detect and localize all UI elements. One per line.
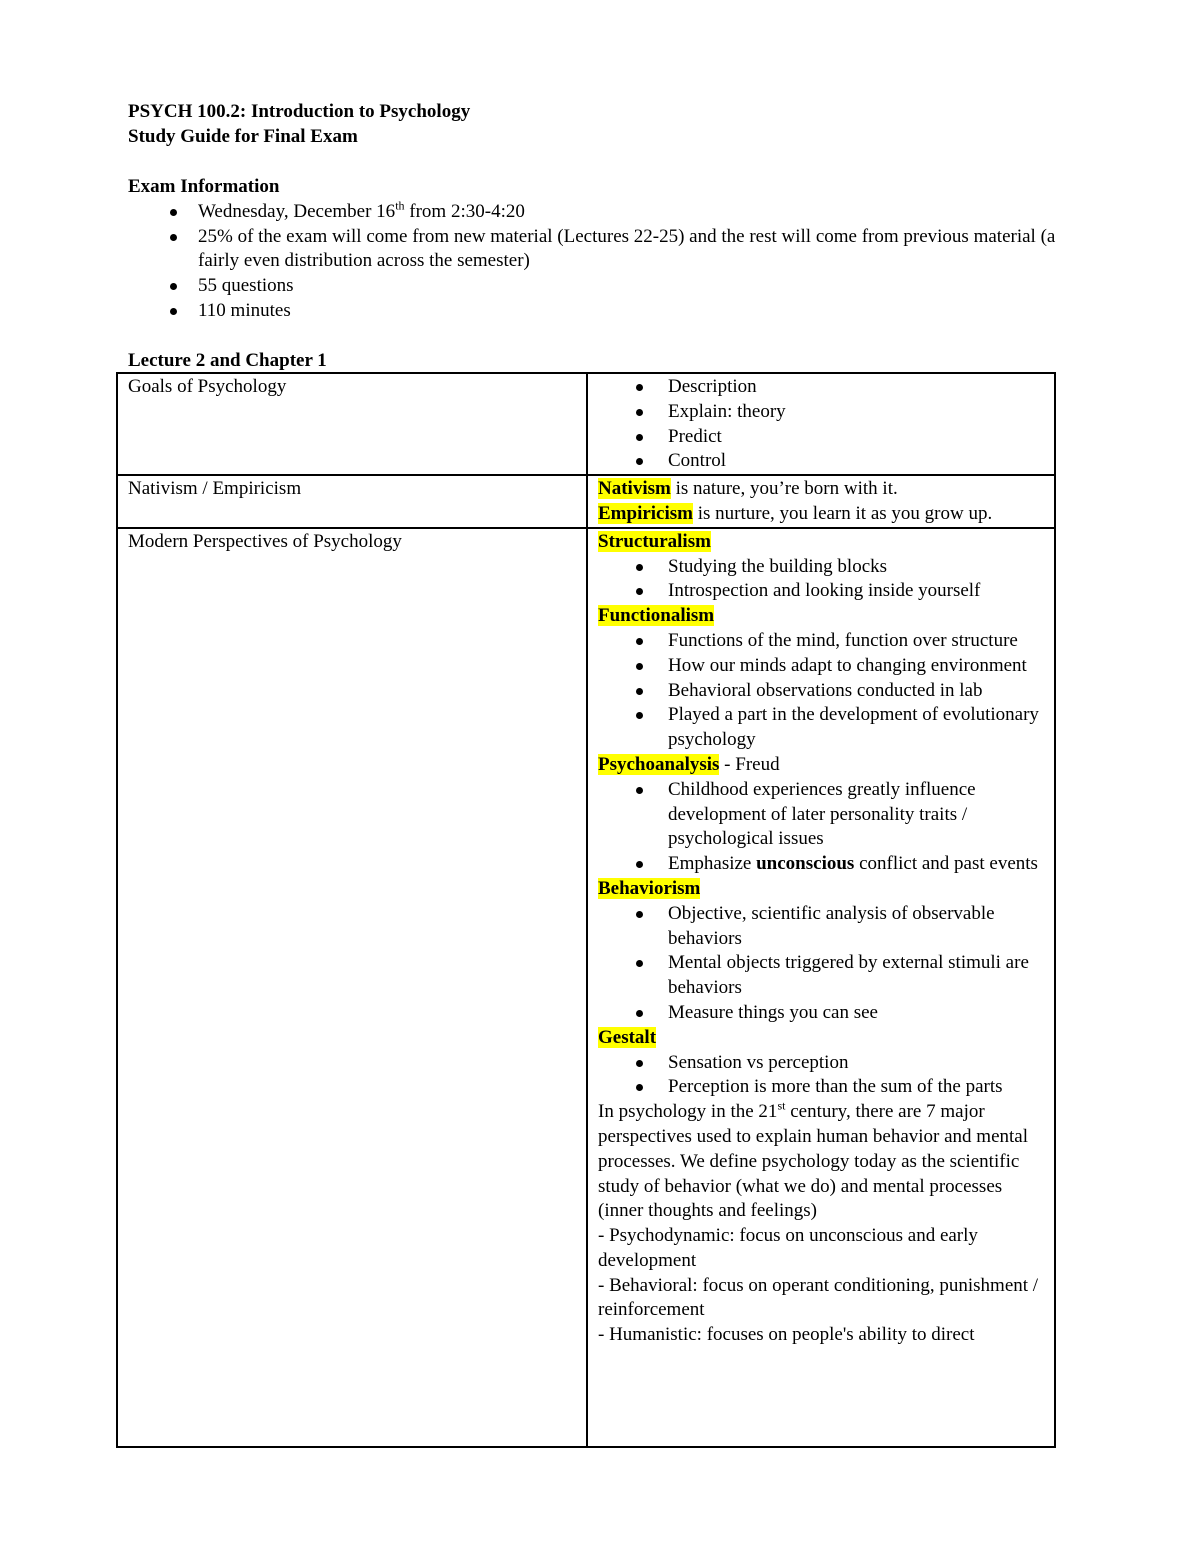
row-topic: Modern Perspectives of Psychology	[117, 528, 587, 1447]
row-topic: Nativism / Empiricism	[117, 475, 587, 528]
list-item: Control	[598, 449, 1044, 474]
study-guide-table	[116, 372, 1056, 1448]
list-item: 25% of the exam will come from new material (Lectures 22-25) and the rest will come from previous material (a fairly even distribution across the semester)	[128, 225, 1088, 275]
list-item: Childhood experiences greatly influence development of later personality traits / psychological issues	[598, 778, 1044, 852]
row-topic: Goals of Psychology	[117, 373, 587, 475]
section-heading: Lecture 2 and Chapter 1	[128, 350, 327, 371]
exam-info-heading: Exam Information	[128, 176, 280, 197]
list-item: Emphasize unconscious conflict and past events	[598, 852, 1044, 877]
document-title	[128, 100, 1088, 150]
highlighted-term: Functionalism	[598, 605, 715, 627]
list-item: 110 minutes	[128, 299, 1088, 324]
list-item: Studying the building blocks	[598, 555, 1044, 580]
row-notes: Nativism is nature, you’re born with it. Empiricism is nurture, you learn it as you grow up.	[587, 475, 1055, 528]
table-row	[117, 373, 1055, 475]
list-item: Behavioral observations conducted in lab	[598, 679, 1044, 704]
highlighted-term: Psychoanalysis	[598, 753, 720, 775]
list-item: Measure things you can see	[598, 1001, 1044, 1026]
course-title: PSYCH 100.2: Introduction to Psychology	[128, 101, 471, 122]
exam-info-list	[128, 200, 1088, 324]
list-item: Functions of the mind, function over structure	[598, 629, 1044, 654]
list-item: Objective, scientific analysis of observable behaviors	[598, 902, 1044, 952]
list-item: Explain: theory	[598, 400, 1044, 425]
list-item: How our minds adapt to changing environment	[598, 654, 1044, 679]
guide-title: Study Guide for Final Exam	[128, 125, 358, 147]
list-item: Perception is more than the sum of the parts	[598, 1075, 1044, 1100]
perspective-line: - Humanistic: focuses on people's ability to direct	[598, 1324, 975, 1346]
row-notes: Structuralism Studying the building blocks Introspection and looking inside yourself Functionalism Functions of the mind, function over structure How our minds adapt to changing environment Behavioral observations conducted in lab Played a part in the development of evolutionary psychology Psychoanalysis - Freud Childhood experiences greatly influence development of later personality traits / psychological issues Emphasize unconscious conflict and past events Behaviorism Objective, scientific analysis of observable behaviors Mental objects triggered by external stimuli are behaviors Measure things you can see Gestalt Sensation vs perception Perception is more than the sum of the parts In psychology in the 21st century, there are 7 major perspectives used to explain human behavior and mental processes. We define psychology today as the scientific study of behavior (what we do) and mental processes (inner thoughts and feelings) - Psychodynamic: focus on unconscious and early development - Behavioral: focus on operant conditioning, punishment / reinforcement - Humanistic: focuses on people's ability to direct	[587, 528, 1055, 1447]
perspective-line: - Behavioral: focus on operant conditioning, punishment / reinforcement	[598, 1274, 1039, 1321]
row-notes	[587, 373, 1055, 475]
highlighted-term: Nativism	[598, 478, 671, 500]
list-item: Predict	[598, 425, 1044, 450]
list-item: Introspection and looking inside yourself	[598, 579, 1044, 604]
paragraph: In psychology in the 21st century, there are 7 major perspectives used to explain human behavior and mental processes. We define psychology today as the scientific study of behavior (what we do) and mental processes (inner thoughts and feelings)	[598, 1098, 1029, 1222]
highlighted-term: Empiricism	[598, 502, 693, 524]
highlighted-term: Behaviorism	[598, 877, 701, 899]
list-item: Played a part in the development of evolutionary psychology	[598, 703, 1044, 753]
highlighted-term: Gestalt	[598, 1026, 657, 1048]
list-item: Mental objects triggered by external stimuli are behaviors	[598, 951, 1044, 1001]
list-item: Sensation vs perception	[598, 1051, 1044, 1076]
list-item: 55 questions	[128, 274, 1088, 299]
perspective-line: - Psychodynamic: focus on unconscious and early development	[598, 1225, 978, 1271]
list-item: Description	[598, 375, 1044, 400]
table-row	[117, 475, 1055, 528]
highlighted-term: Structuralism	[598, 530, 711, 552]
list-item: Wednesday, December 16th from 2:30-4:20	[128, 200, 1088, 225]
exam-information	[128, 175, 1088, 324]
table-row	[117, 528, 1055, 1447]
